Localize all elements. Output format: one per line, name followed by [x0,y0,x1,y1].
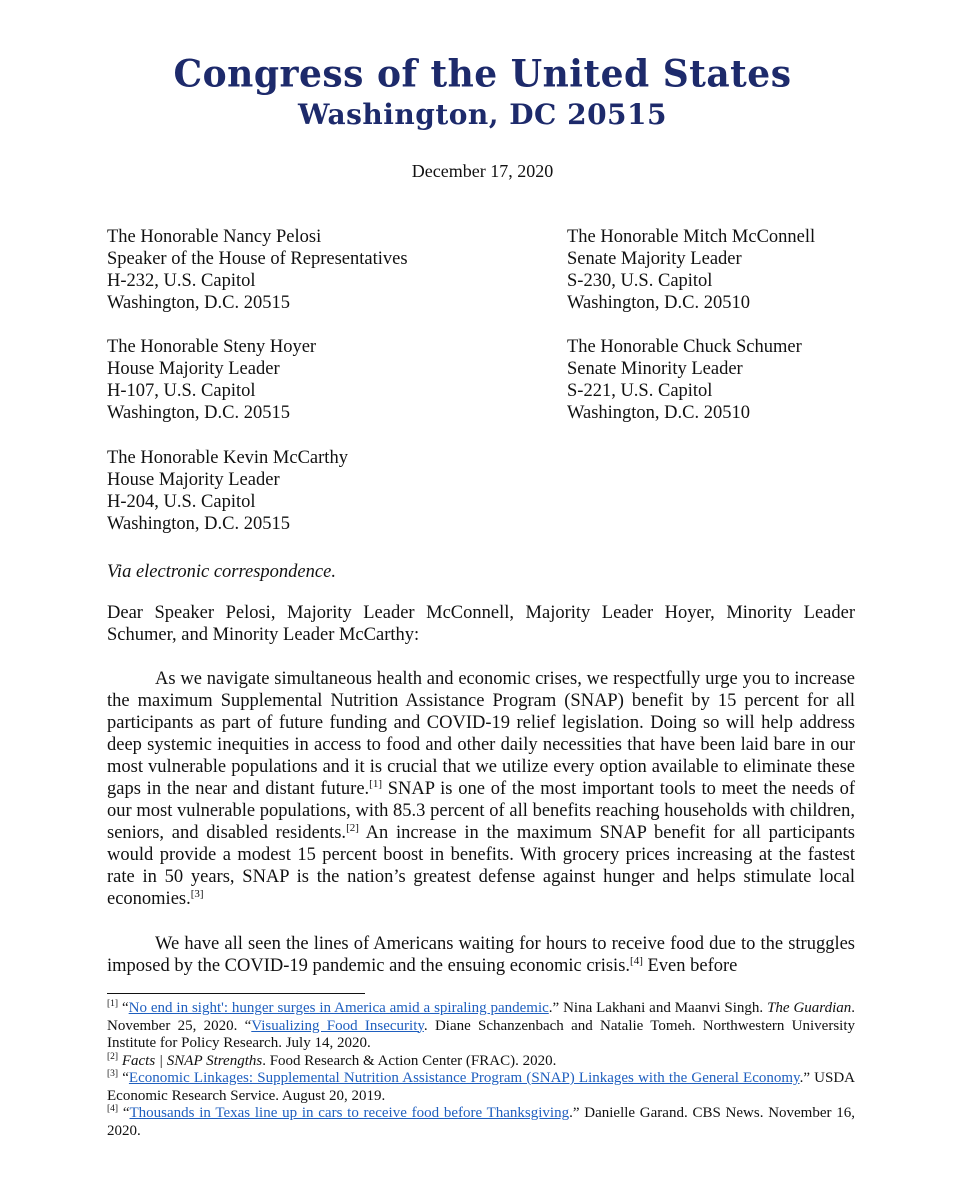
address-line: The Honorable Chuck Schumer [567,337,802,357]
footnote-link-cbs[interactable]: Thousands in Texas line up in cars to receive food before Thanksgiving [129,1105,570,1121]
letter-date: December 17, 2020 [411,161,554,181]
salutation: Dear Speaker Pelosi, Majority Leader McConnell, Majority Leader Hoyer, Minority Leader Schumer, and Minority Leader McCarthy: [107,603,855,645]
address-line: Speaker of the House of Representatives [107,249,408,269]
footnote-text: . Food Research & Action Center (FRAC). 2020. [262,1052,557,1069]
footnote-text: “ [118,1070,129,1086]
body-paragraph-2 [107,933,855,977]
paragraph-text: Even before [642,956,738,976]
footnote-text: “ [118,1000,129,1016]
footnote-link-guardian[interactable]: No end in sight': hunger surges in America amid a spiraling pandemic [128,1000,549,1016]
address-line: The Honorable Nancy Pelosi [107,227,322,247]
footnote-text: .” Danielle Garand. CBS News. November 16, 2020. [107,1105,855,1139]
footnote-4 [107,1105,855,1140]
address-line: Washington, D.C. 20515 [107,514,290,534]
paragraph-text: An increase in the maximum SNAP benefit for all participants would provide a modest 15 percent boost in benefits. With grocery prices increasing at the fastest rate in 50 years, SNAP is the nation’s greatest defense against hunger and helps stimulate local economies. [107,823,855,909]
footnote-text: “ [118,1105,130,1121]
paragraph-text: SNAP is one of the most important tools to meet the needs of our most vulnerable populations, with 85.3 percent of all benefits reaching households with children, seniors, and disabled residents. [107,779,855,843]
address-line: S-230, U.S. Capitol [567,271,713,291]
footnote-ref-2[interactable]: [2] [346,821,359,834]
footnote-text: . Diane Schanzenbach and Natalie Tomeh. Northwestern University Institute for Policy Research. July 14, 2020. [107,1017,855,1051]
address-line: The Honorable Steny Hoyer [107,337,317,357]
footnote-marker: [4] [107,1104,119,1114]
address-line: Washington, D.C. 20515 [107,403,290,423]
footnote-link-usda[interactable]: Economic Linkages: Supplemental Nutrition Assistance Program (SNAP) Linkages with the General Economy [128,1070,800,1086]
footnote-text: .” Nina Lakhani and Maanvi Singh. [548,1000,768,1016]
address-line: Washington, D.C. 20515 [107,293,290,313]
footnote-text: . November 25, 2020. “ [107,1000,855,1034]
footnote-2 [107,1053,855,1071]
footnote-divider [107,993,365,994]
footnote-marker: [1] [107,999,119,1009]
address-line: House Majority Leader [107,359,280,379]
address-line: Washington, D.C. 20510 [567,293,750,313]
address-line: H-107, U.S. Capitol [107,381,256,401]
footnote-3 [107,1070,855,1105]
delivery-note: Via electronic correspondence. [107,562,336,582]
body-paragraph-1 [107,668,855,910]
publication-name: The Guardian [767,1000,852,1016]
address-block-pelosi [107,226,408,314]
footnotes [107,1000,855,1140]
footnote-ref-3[interactable]: [3] [190,887,204,900]
footnote-ref-4[interactable]: [4] [630,954,643,967]
address-line: Senate Majority Leader [567,249,742,269]
address-line: Washington, D.C. 20510 [567,403,750,423]
paragraph-text: We have all seen the lines of Americans waiting for hours to receive food due to the struggles imposed by the COVID-19 pandemic and the ensuing economic crisis. [107,934,855,976]
address-line: H-232, U.S. Capitol [107,271,256,291]
address-block-schumer [567,336,802,424]
address-line: Senate Minority Leader [567,359,743,379]
footnote-marker: [3] [107,1069,119,1079]
footnote-text: .” USDA Economic Research Service. August 20, 2019. [107,1070,856,1104]
paragraph-text: As we navigate simultaneous health and economic crises, we respectfully urge you to increase the maximum Supplemental Nutrition Assistance Program (SNAP) benefit by 15 percent for all participants as part of future funding and COVID-19 relief legislation. Doing so will help address deep systemic inequities in access to food and other daily necessities that have been laid bare in our most vulnerable populations and it is crucial that we utilize every option available to eliminate these gaps in the near and distant future. [107,669,855,799]
address-line: The Honorable Mitch McConnell [567,227,816,247]
address-line: House Majority Leader [107,470,280,490]
letterhead-title: Congress of the United States [173,51,792,97]
footnote-link-food-insecurity[interactable]: Visualizing Food Insecurity [251,1017,424,1034]
address-line: The Honorable Kevin McCarthy [107,448,348,468]
address-block-mccarthy [107,447,348,535]
letterhead-address: Washington, DC 20515 [297,98,668,131]
publication-title: Facts | SNAP Strengths [118,1052,263,1069]
address-block-hoyer [107,336,316,424]
address-line: H-204, U.S. Capitol [107,492,256,512]
footnote-marker: [2] [107,1051,119,1062]
footnote-1 [107,1000,855,1053]
address-block-mcconnell [567,226,815,314]
footnote-ref-1[interactable]: [1] [369,777,382,790]
address-line: S-221, U.S. Capitol [567,381,713,401]
